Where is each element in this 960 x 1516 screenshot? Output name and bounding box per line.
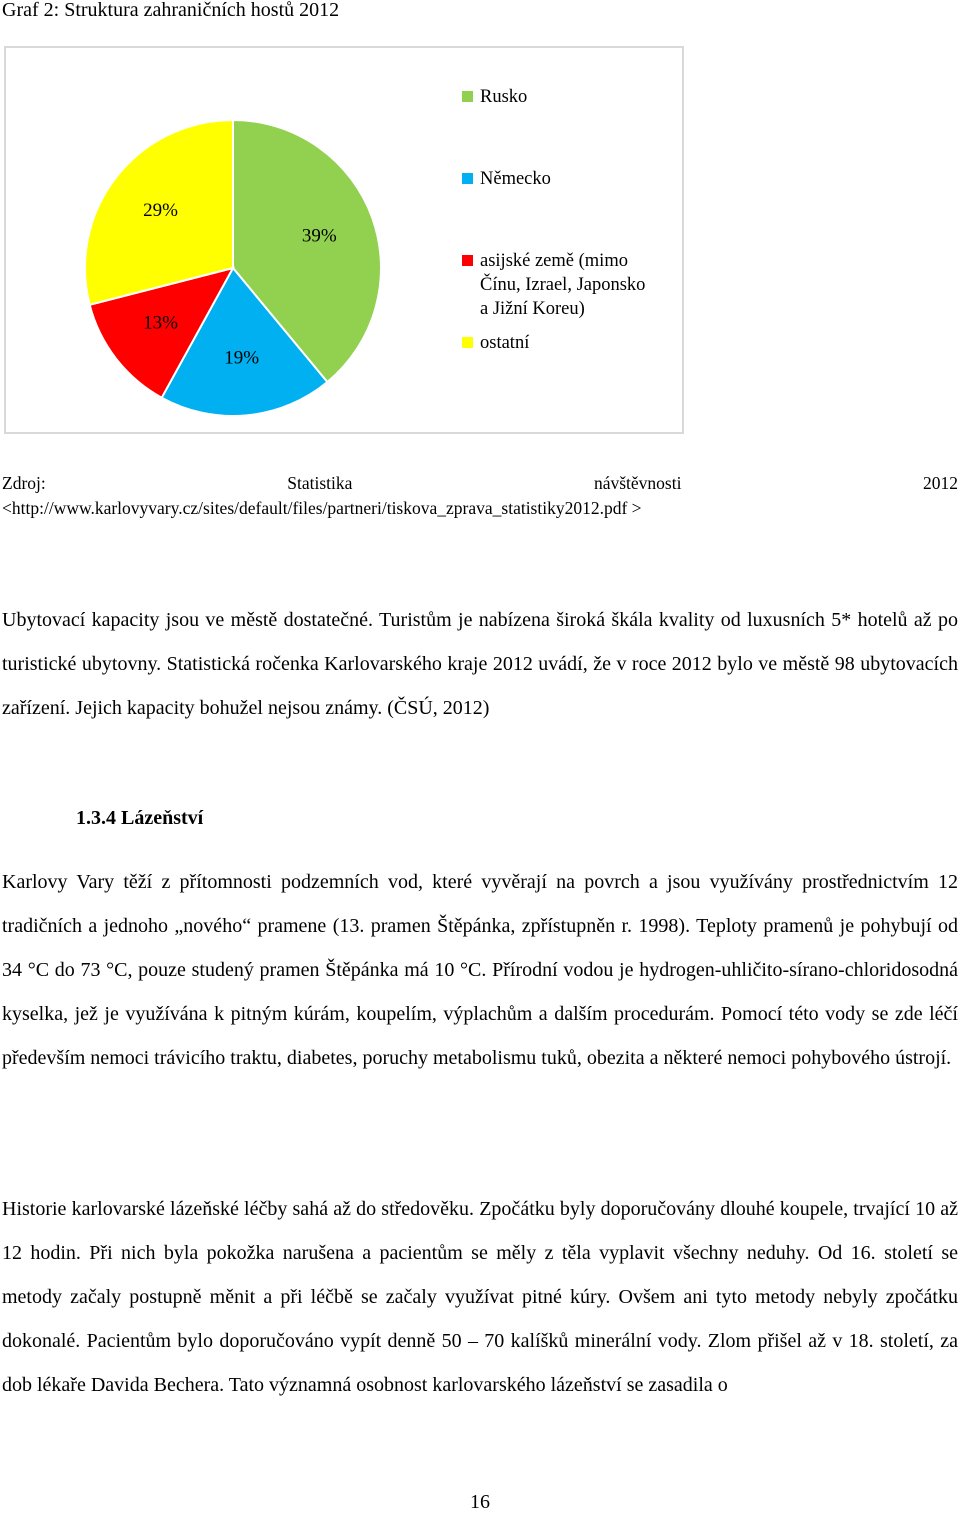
source-part2: Statistika [287,473,353,493]
legend-label-rusko: Rusko [480,87,528,107]
legend-label-ostatni: ostatní [480,333,530,353]
paragraph-accommodation: Ubytovací kapacity jsou ve městě dostatečné. Turistům je nabízena široká škála kvality od luxusních 5* hotelů až po turistické ubytovny. Statistická ročenka Karlovarského kraje 2012 uvádí, že v roce 2012 bylo ve městě 98 ubytovacích zařízení. Jejich kapacity bohužel nejsou známy. (ČSÚ, 2012) [2,609,958,719]
source-url-link[interactable]: <http://www.karlovyvary.cz/sites/default/files/partneri/tiskova_zprava_statistiky2012.pdf > [2,498,642,518]
legend-swatch-ostatni [462,337,473,348]
source-part4: 2012 [922,473,958,493]
chart-caption: Graf 2: Struktura zahraničních hostů 2012 [2,0,340,21]
pie-data-label-4: 29% [143,200,178,222]
pie-data-label-1: 39% [301,225,337,247]
pie-chart [4,46,684,434]
section-heading: 1.3.4 Lázeňství [76,807,204,829]
pie-chart-plot [6,48,682,432]
legend-swatch-asijske-zeme [462,255,473,266]
source-line [2,471,958,496]
legend-label-asijske-zeme: asijské země (mimo Čínu, Izrael, Japonsko a Jižní Koreu) [480,251,646,319]
source-label: Zdroj: [2,473,46,493]
paragraph-history: Historie karlovarské lázeňské léčby sahá až do středověku. Zpočátku byly doporučovány dlouhé koupele, trvající 10 až 12 hodin. Při nich byla pokožka narušena a pacientům se měly z těla vyplavit všechny neduhy. Od 16. století se metody začaly postupně měnit a při léčbě se začaly využívat pitné kúry. Ovšem ani tyto metody nebyly zpočátku dokonalé. Pacientům bylo doporučováno vypít denně 50 – 70 kalíšků minerální vody. Zlom přišel až v 18. století, za dob lékaře Davida Bechera. Tato významná osobnost karlovarského lázeňství se zasadila o [2,1198,958,1396]
pie-data-label-2: 19% [224,347,260,369]
page-number: 16 [470,1491,490,1513]
pie-data-label-3: 13% [143,312,178,334]
source-part3: návštěvnosti [593,473,682,493]
chart-source [2,471,958,521]
legend-label-nemecko: Německo [480,169,551,189]
legend-swatch-nemecko [462,173,473,184]
legend-swatch-rusko [462,91,473,102]
paragraph-springs: Karlovy Vary těží z přítomnosti podzemních vod, které vyvěrají na povrch a jsou využívány prostřednictvím 12 tradičních a jednoho „nového“ pramene (13. pramen Štěpánka, zpřístupněn r. 1998). Teploty pramenů je pohybují od 34 °C do 73 °C, pouze studený pramen Štěpánka má 10 °C. Přírodní vodou je hydrogen-uhličito-sírano-chloridosodná kyselka, jež je využívána k pitným kúrám, koupelím, výplachům a dalším procedurám. Pomocí této vody se zde léčí především nemoci trávicího traktu, diabetes, poruchy metabolismu tuků, obezita a některé nemoci pohybového ústrojí. [2,871,958,1069]
